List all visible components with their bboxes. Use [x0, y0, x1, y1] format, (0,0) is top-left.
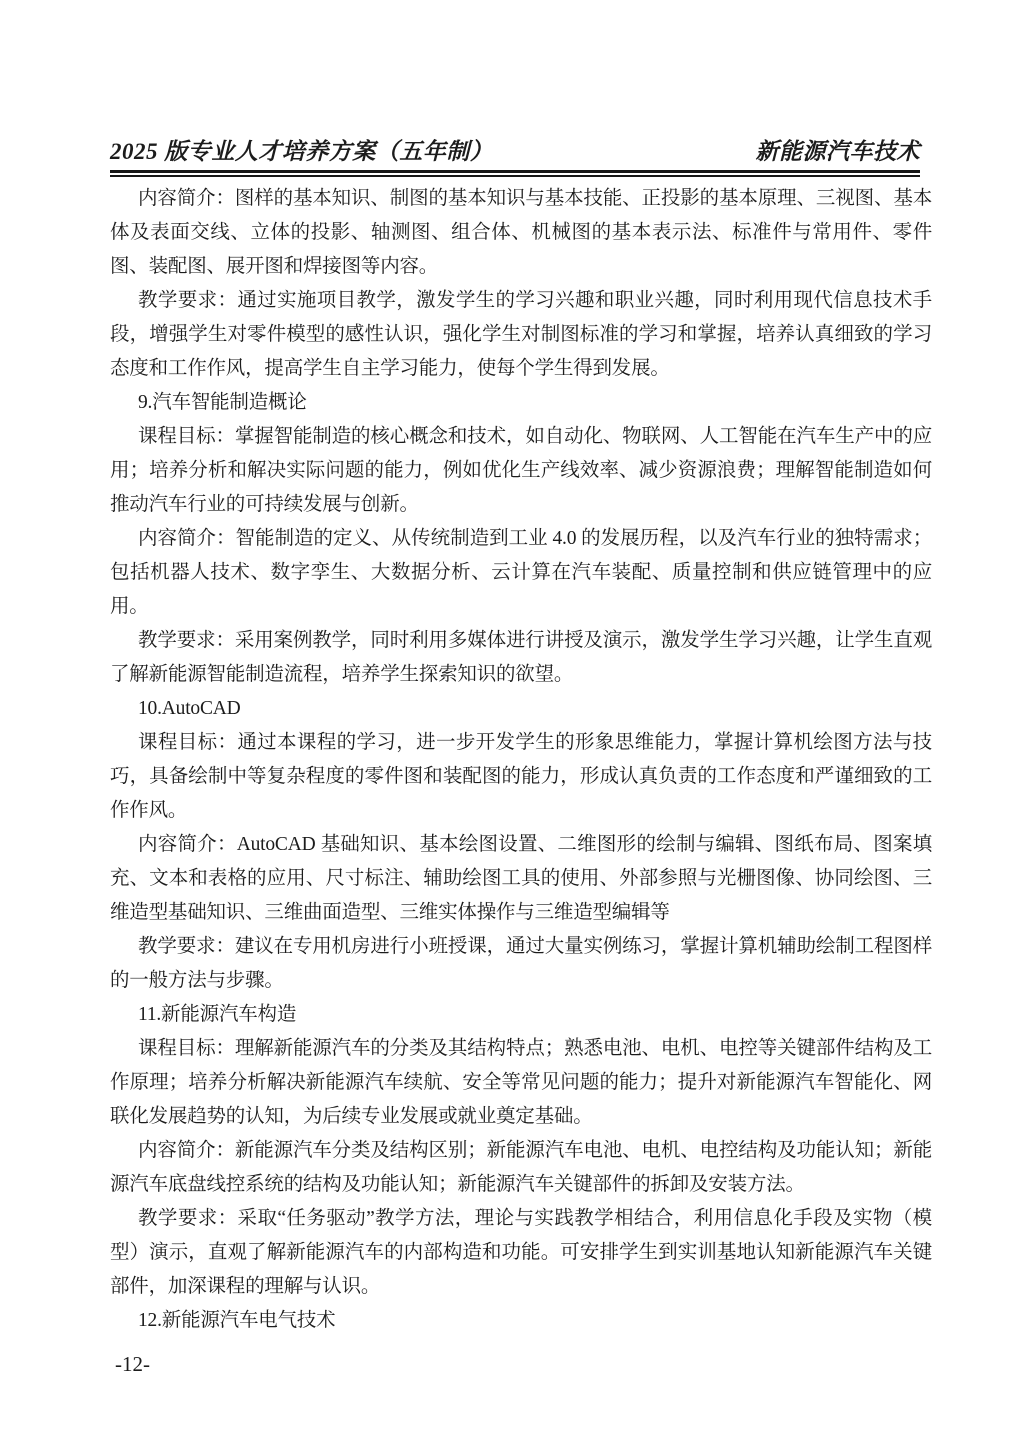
- page-number: -12-: [115, 1352, 150, 1376]
- body-paragraph: 教学要求：采用案例教学，同时利用多媒体进行讲授及演示，激发学生学习兴趣，让学生直观了解新能源智能制造流程，培养学生探索知识的欲望。: [110, 630, 932, 685]
- body-paragraph: 课程目标：掌握智能制造的核心概念和技术，如自动化、物联网、人工智能在汽车生产中的应用；培养分析和解决实际问题的能力，例如优化生产线效率、减少资源浪费；理解智能制造如何推动汽车行业的可持续发展与创新。: [110, 426, 932, 515]
- header-right-title: 新能源汽车技术: [755, 139, 920, 164]
- body-paragraph: 内容简介：图样的基本知识、制图的基本知识与基本技能、正投影的基本原理、三视图、基本体及表面交线、立体的投影、轴测图、组合体、机械图的基本表示法、标准件与常用件、零件图、装配图、展开图和焊接图等内容。: [110, 188, 932, 277]
- body-paragraph: 内容简介：智能制造的定义、从传统制造到工业 4.0 的发展历程，以及汽车行业的独特需求；包括机器人技术、数字孪生、大数据分析、云计算在汽车装配、质量控制和供应链管理中的应用。: [110, 528, 932, 617]
- page-header: [110, 139, 920, 177]
- running-head: [110, 139, 920, 165]
- header-double-rule: [110, 170, 920, 177]
- body-paragraph: 内容简介：新能源汽车分类及结构区别；新能源汽车电池、电机、电控结构及功能认知；新能源汽车底盘线控系统的结构及功能认知；新能源汽车关键部件的拆卸及安装方法。: [110, 1140, 932, 1195]
- body-paragraph: 教学要求：采取“任务驱动”教学方法，理论与实践教学相结合，利用信息化手段及实物（模型）演示，直观了解新能源汽车的内部构造和功能。可安排学生到实训基地认知新能源汽车关键部件，加深课程的理解与认识。: [110, 1208, 932, 1297]
- document-body: [110, 182, 932, 1338]
- section-heading: 11.新能源汽车构造: [138, 1004, 297, 1025]
- body-paragraph: 课程目标：理解新能源汽车的分类及其结构特点；熟悉电池、电机、电控等关键部件结构及工作原理；培养分析解决新能源汽车续航、安全等常见问题的能力；提升对新能源汽车智能化、网联化发展趋势的认知，为后续专业发展或就业奠定基础。: [110, 1038, 932, 1127]
- section-heading: 12.新能源汽车电气技术: [138, 1310, 336, 1331]
- body-paragraph: 教学要求：通过实施项目教学，激发学生的学习兴趣和职业兴趣，同时利用现代信息技术手段，增强学生对零件模型的感性认识，强化学生对制图标准的学习和掌握，培养认真细致的学习态度和工作作风，提高学生自主学习能力，使每个学生得到发展。: [110, 290, 932, 379]
- section-heading: 10.AutoCAD: [138, 698, 241, 719]
- body-paragraph: 内容简介：AutoCAD 基础知识、基本绘图设置、二维图形的绘制与编辑、图纸布局、图案填充、文本和表格的应用、尺寸标注、辅助绘图工具的使用、外部参照与光栅图像、协同绘图、三维造型基础知识、三维曲面造型、三维实体操作与三维造型编辑等: [110, 834, 932, 923]
- body-paragraph: 课程目标：通过本课程的学习，进一步开发学生的形象思维能力，掌握计算机绘图方法与技巧，具备绘制中等复杂程度的零件图和装配图的能力，形成认真负责的工作态度和严谨细致的工作作风。: [110, 732, 932, 821]
- body-paragraph: 教学要求：建议在专用机房进行小班授课，通过大量实例练习，掌握计算机辅助绘制工程图样的一般方法与步骤。: [110, 936, 932, 991]
- page-footer: [115, 1350, 150, 1378]
- header-left-title: 2025 版专业人才培养方案（五年制）: [110, 139, 494, 164]
- section-heading: 9.汽车智能制造概论: [138, 392, 307, 413]
